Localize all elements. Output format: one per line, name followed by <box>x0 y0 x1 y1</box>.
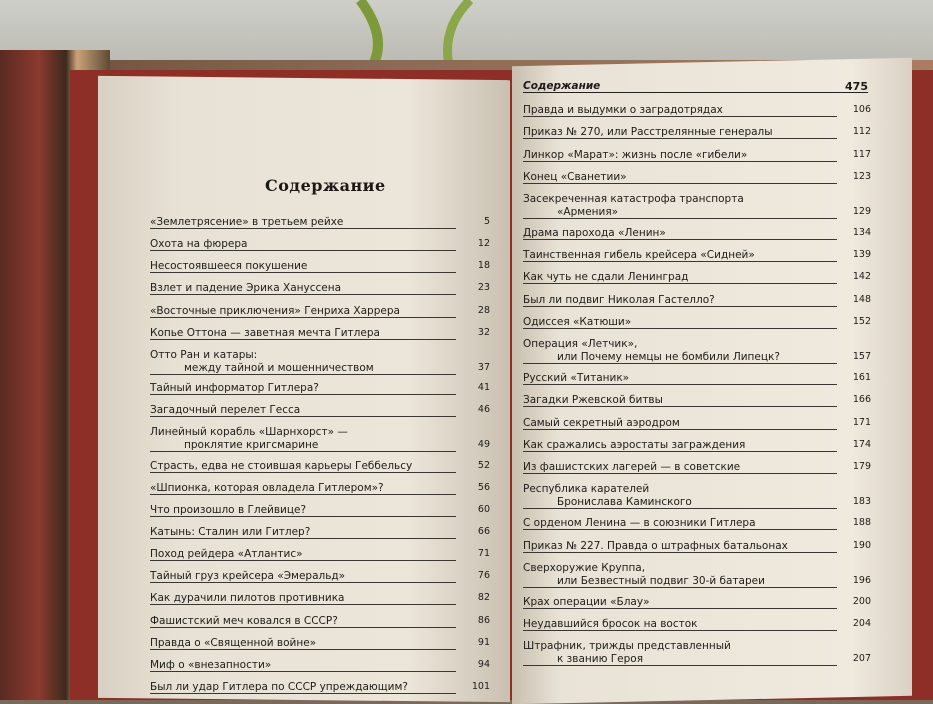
toc-entry-title: Самый секретный аэродром <box>523 416 680 429</box>
toc-entry-page: 123 <box>852 170 871 182</box>
leader-line <box>150 693 456 694</box>
toc-entry-title-continued: или Безвестный подвиг 30-й батареи <box>557 574 765 587</box>
toc-entry-title: Правда и выдумки о заградотрядах <box>523 104 723 116</box>
leader-line <box>150 272 456 273</box>
toc-entry-title: Одиссея «Катюши» <box>523 315 632 328</box>
leader-line <box>523 587 837 588</box>
toc-entry-page: 157 <box>852 351 871 363</box>
leader-line <box>150 339 456 340</box>
leader-line <box>150 560 456 561</box>
toc-entry-page: 207 <box>852 653 871 665</box>
leader-line <box>150 250 456 251</box>
leader-line <box>523 218 837 219</box>
toc-entry-page: 134 <box>852 226 871 238</box>
toc-entry-title: Линкор «Марат»: жизнь после «гибели» <box>523 148 748 161</box>
toc-entry-title: Сверхоружие Круппа, <box>523 561 646 574</box>
leader-line <box>150 374 456 375</box>
toc-entry-page: 200 <box>852 595 871 607</box>
page-title: Содержание <box>265 176 386 195</box>
toc-entry-title: Правда о «Священной войне» <box>150 636 317 649</box>
toc-entry-page: 196 <box>852 574 871 586</box>
toc-entry-title: Несостоявшееся покушение <box>150 260 308 273</box>
leader-line <box>523 116 837 117</box>
toc-entry-page: 91 <box>477 636 490 648</box>
leader-line <box>523 283 837 284</box>
toc-entry-title: Поход рейдера «Атлантис» <box>150 548 303 561</box>
toc-entry-page: 60 <box>477 503 490 515</box>
leader-line <box>523 552 837 553</box>
leader-line <box>150 538 456 539</box>
toc-entry-title-continued: Бронислава Каминского <box>557 496 692 509</box>
toc-entry-title: Республика карателей <box>523 483 650 496</box>
toc-entry-page: 183 <box>852 496 871 508</box>
toc-entry-title: Как сражались аэростаты заграждения <box>523 438 746 451</box>
toc-entry-title: Отто Ран и катары: <box>150 348 258 361</box>
toc-entry-title: Приказ № 227. Правда о штрафных батальонах <box>523 539 788 552</box>
toc-entry-title: Был ли удар Гитлера по СССР упреждающим? <box>150 681 408 693</box>
toc-entry-title: «Восточные приключения» Генриха Харрера <box>150 304 400 317</box>
toc-entry-page: 161 <box>852 372 871 384</box>
toc-entry-title: Таинственная гибель крейсера «Сидней» <box>523 249 755 262</box>
toc-entry-title: Фашистский меч ковался в СССР? <box>150 614 338 627</box>
toc-entry-page: 82 <box>477 592 490 604</box>
toc-entry-title: Как чуть не сдали Ленинград <box>523 271 689 284</box>
toc-entry-title: «Шпионка, которая овладела Гитлером»? <box>150 481 384 494</box>
toc-entry-page: 23 <box>477 282 490 294</box>
toc-entry-page: 12 <box>477 238 490 250</box>
toc-entry-title: Страсть, едва не стоившая карьеры Геббельсу <box>150 459 413 472</box>
leader-line <box>150 627 456 628</box>
leader-line <box>150 649 456 650</box>
leader-line <box>150 451 456 452</box>
leader-line <box>523 306 837 307</box>
leader-line <box>150 228 456 229</box>
toc-entry-title: Копье Оттона — заветная мечта Гитлера <box>150 326 380 339</box>
toc-entry-page: 71 <box>477 548 490 560</box>
toc-entry-title: Тайный груз крейсера «Эмеральд» <box>150 570 346 583</box>
toc-entry-title: Конец «Сванетии» <box>523 170 627 183</box>
toc-entry-title: Неудавшийся бросок на восток <box>523 618 698 631</box>
leader-line <box>523 328 837 329</box>
toc-entry-page: 56 <box>477 481 490 493</box>
toc-entry-page: 32 <box>477 326 490 338</box>
toc-entry-page: 142 <box>852 271 871 283</box>
leader-line <box>523 161 837 162</box>
toc-entry-title: Был ли подвиг Николая Гастелло? <box>523 293 715 306</box>
toc-entry-title: Как дурачили пилотов противника <box>150 592 345 605</box>
running-head <box>523 80 868 93</box>
leader-line <box>523 473 837 474</box>
toc-entry-page: 112 <box>852 126 871 138</box>
leader-line <box>523 508 837 509</box>
toc-entry-page: 46 <box>477 404 490 416</box>
toc-entry-page: 86 <box>477 614 490 626</box>
toc-entry-title-continued: к званию Героя <box>557 653 644 666</box>
toc-entry-title: Тайный информатор Гитлера? <box>150 382 319 395</box>
leader-line <box>150 472 456 473</box>
leader-line <box>523 239 837 240</box>
toc-entry-page: 52 <box>477 459 490 471</box>
leader-line <box>523 406 837 407</box>
leader-line <box>523 363 837 364</box>
toc-entry-title-continued: между тайной и мошенничеством <box>184 361 374 374</box>
toc-entry-title: «Землетрясение» в третьем рейхе <box>150 216 344 228</box>
toc-entry-title: Драма парохода «Ленин» <box>523 226 666 239</box>
toc-entry-page: 152 <box>852 315 871 327</box>
leader-line <box>150 582 456 583</box>
leader-line <box>523 429 837 430</box>
leader-line <box>523 183 837 184</box>
toc-entry-title: Взлет и падение Эрика Хануссена <box>150 282 342 295</box>
toc-entry-title: С орденом Ленина — в союзники Гитлера <box>523 517 756 530</box>
leader-line <box>150 494 456 495</box>
toc-entry-page: 28 <box>477 304 490 316</box>
toc-entry-title: Миф о «внезапности» <box>150 658 272 671</box>
toc-entry-title: Загадки Ржевской битвы <box>523 394 663 407</box>
leader-line <box>523 261 837 262</box>
leader-line <box>150 516 456 517</box>
toc-entry-page: 76 <box>477 570 490 582</box>
toc-entry-title: Что произошло в Глейвице? <box>150 503 307 516</box>
leader-line <box>523 529 837 530</box>
toc-entry-page: 117 <box>852 148 871 160</box>
toc-entry-page: 37 <box>477 361 490 373</box>
toc-entry-page: 204 <box>852 618 871 630</box>
toc-entry-title-continued: проклятие кригсмарине <box>184 439 319 452</box>
toc-entry-page: 139 <box>852 249 871 261</box>
toc-entry-title: Приказ № 270, или Расстрелянные генералы <box>523 126 773 139</box>
leader-line <box>150 416 456 417</box>
leader-line <box>523 451 837 452</box>
toc-entry-page: 148 <box>852 293 871 305</box>
toc-entry-page: 174 <box>852 438 871 450</box>
leader-line <box>150 671 456 672</box>
leader-line <box>523 138 837 139</box>
leader-line <box>150 394 456 395</box>
toc-entry-title: Охота на фюрера <box>150 238 248 251</box>
toc-entry-page: 171 <box>852 416 871 428</box>
toc-entry-title: Штрафник, трижды представленный <box>523 640 731 653</box>
toc-entry-title: Засекреченная катастрофа транспорта <box>523 193 744 205</box>
toc-entry-page: 18 <box>477 260 490 272</box>
toc-entry-title: Русский «Титаник» <box>523 372 630 385</box>
toc-entry-page: 94 <box>477 658 490 670</box>
toc-entry-page: 106 <box>852 104 871 115</box>
page-number: 475 <box>845 80 868 93</box>
toc-entry-page: 179 <box>852 461 871 473</box>
leader-line <box>150 294 456 295</box>
toc-entry-page: 166 <box>852 394 871 406</box>
toc-entry-title-continued: или Почему немцы не бомбили Липецк? <box>557 351 780 364</box>
running-head-title: Содержание <box>523 80 601 92</box>
toc-entry-page: 49 <box>477 439 490 451</box>
toc-entry-title: Загадочный перелет Гесса <box>150 404 301 417</box>
toc-entry-page: 129 <box>852 206 871 217</box>
toc-entry-page: 101 <box>471 681 490 692</box>
toc-entry-page: 41 <box>477 382 490 394</box>
toc-entry-title-continued: «Армения» <box>557 206 619 218</box>
toc-entry-page: 188 <box>852 517 871 529</box>
leader-line <box>523 608 837 609</box>
leader-line <box>150 317 456 318</box>
toc-entry-page: 66 <box>477 525 490 537</box>
toc-entry-title: Операция «Летчик», <box>523 338 638 351</box>
leader-line <box>523 630 837 631</box>
toc-entry-page: 190 <box>852 539 871 551</box>
toc-entry-title: Крах операции «Блау» <box>523 595 650 608</box>
toc-entry-title: Катынь: Сталин или Гитлер? <box>150 525 311 538</box>
toc-entry-title: Из фашистских лагерей — в советские <box>523 461 741 474</box>
leader-line <box>523 384 837 385</box>
toc-entry-title: Линейный корабль «Шарнхорст» — <box>150 426 348 439</box>
leader-line <box>523 665 837 666</box>
toc-entry-page: 5 <box>483 216 490 227</box>
leader-line <box>150 604 456 605</box>
